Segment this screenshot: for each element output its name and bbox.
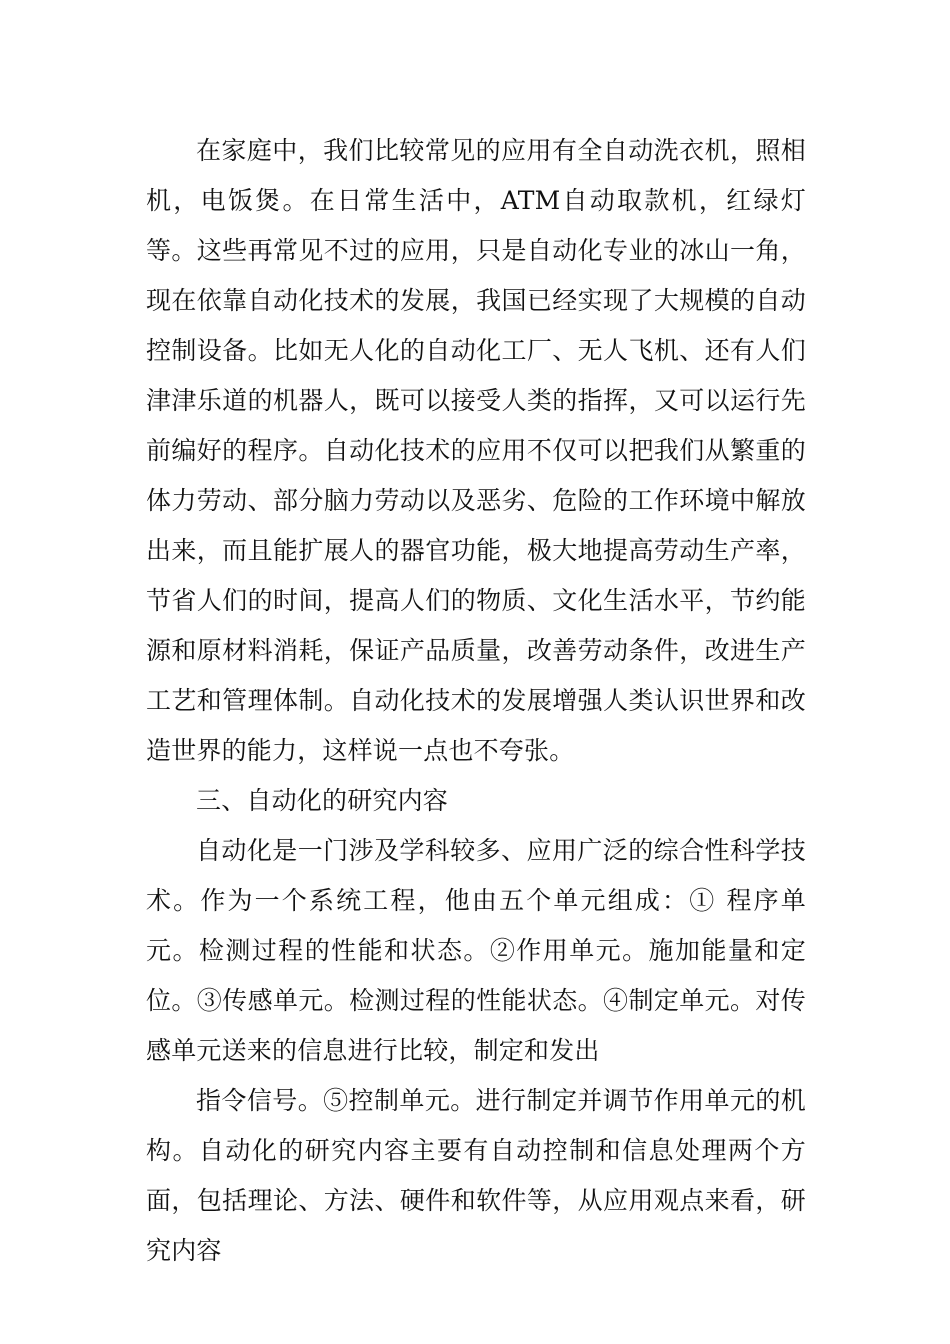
paragraph-home-applications: 在家庭中，我们比较常见的应用有全自动洗衣机，照相机，电饭煲。在日常生活中，ATM自动取款机，红绿灯等。这些再常见不过的应用，只是自动化专业的冰山一角，现在依靠自动化技术的发展，我国已经实现了大规模的自动控制设备。比如无人化的自动化工厂、无人飞机、还有人们津津乐道的机器人，既可以接受人类的指挥，又可以运行先前编好的程序。自动化技术的应用不仅可以把我们从繁重的体力劳动、部分脑力劳动以及恶劣、危险的工作环境中解放出来，而且能扩展人的器官功能，极大地提高劳动生产率，节省人们的时间，提高人们的物质、文化生活水平，节约能源和原材料消耗，保证产品质量，改善劳动条件，改进生产工艺和管理体制。自动化技术的发展增强人类认识世界和改造世界的能力，这样说一点也不夸张。 bbox=[146, 136, 806, 765]
paragraph-five-units: 自动化是一门涉及学科较多、应用广泛的综合性科学技术。作为一个系统工程，他由五个单元组成：① 程序单元。检测过程的性能和状态。②作用单元。施加能量和定位。③传感单元。检测过程的性能状态。④制定单元。对传感单元送来的信息进行比较，制定和发出 bbox=[146, 836, 806, 1065]
paragraph-control-unit: 指令信号。⑤控制单元。进行制定并调节作用单元的机构。自动化的研究内容主要有自动控制和信息处理两个方面，包括理论、方法、硬件和软件等，从应用观点来看，研究内容 bbox=[146, 1086, 806, 1265]
section-heading-research-content: 三、自动化的研究内容 bbox=[196, 786, 449, 815]
document-body bbox=[146, 126, 806, 1276]
